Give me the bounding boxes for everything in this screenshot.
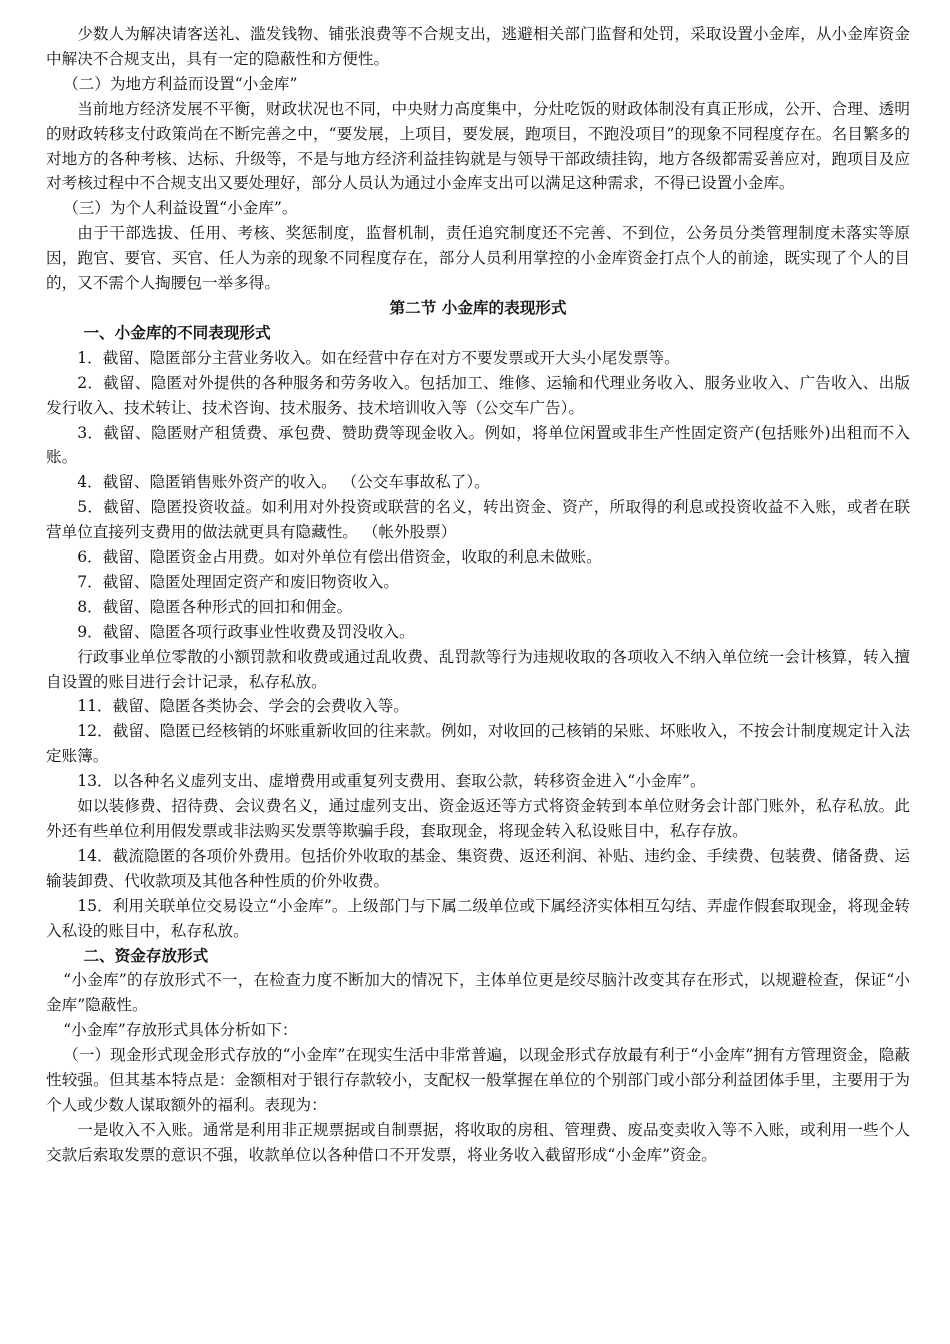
- list-item-11: 11．截留、隐匿各类协会、学会的会费收入等。: [77, 697, 409, 716]
- section-title: 第二节 小金库的表现形式: [389, 298, 567, 317]
- list-item-5: 5．截留、隐匿投资收益。如利用对外投资或联营的名义，转出资金、资产，所取得的利息或投资收益不入账，或者在联营单位直接列支费用的做法就更具有隐藏性。 （帐外股票）: [46, 498, 910, 542]
- list-item-7: 7．截留、隐匿处理固定资产和废旧物资收入。: [77, 572, 399, 591]
- list-item-2: 2．截留、隐匿对外提供的各种服务和劳务收入。包括加工、维修、运输和代理业务收入、服务业收入、广告收入、出版发行收入、技术转让、技术咨询、技术服务、技术培训收入等（公交车广告）。: [46, 373, 910, 417]
- heading-storage-forms: 二、资金存放形式: [83, 946, 209, 965]
- list-item-9: 9．截留、隐匿各项行政事业性收费及罚没收入。: [77, 622, 415, 641]
- paragraph-intro: 少数人为解决请客送礼、滥发钱物、铺张浪费等不合规支出，逃避相关部门监督和处罚，采取设置小金库，从小金库资金中解决不合规支出，具有一定的隐蔽性和方便性。: [46, 25, 910, 68]
- list-item-4: 4．截留、隐匿销售账外资产的收入。 （公交车事故私了）。: [77, 473, 490, 492]
- paragraph-item-9-detail: 行政事业单位零散的小额罚款和收费或通过乱收费、乱罚款等行为违规收取的各项收入不纳入单位统一会计核算，转入擅自设置的账目进行会计记录，私存私放。: [46, 647, 910, 691]
- list-item-13: 13．以各种名义虚列支出、虚增费用或重复列支费用、套取公款，转移资金进入“小金库”。: [77, 772, 706, 791]
- heading-forms: 一、小金库的不同表现形式: [83, 323, 271, 342]
- subheading-local-interest: （二）为地方利益而设置“小金库”: [63, 74, 298, 93]
- list-item-15: 15．利用关联单位交易设立“小金库”。上级部门与下属二级单位或下属经济实体相互勾结、弄虚作假套取现金，将现金转入私设的账目中，私存私放。: [46, 896, 910, 940]
- list-item-3: 3．截留、隐匿财产租赁费、承包费、赞助费等现金收入。例如，将单位闲置或非生产性固定资产(包括账外)出租而不入账。: [46, 423, 910, 467]
- list-item-6: 6．截留、隐匿资金占用费。如对外单位有偿出借资金，收取的利息未做账。: [77, 548, 602, 567]
- paragraph-local-interest: 当前地方经济发展不平衡，财政状况也不同，中央财力高度集中，分灶吃饭的财政体制没有真正形成，公开、合理、透明的财政转移支付政策尚在不断完善之中，“要发展，上项目，要发展，跑项目，不跑没项目”的现象不同程度存在。名目繁多的对地方的各种考核、达标、升级等，不是与地方经济利益挂钩就是与领导干部政绩挂钩，地方各级都需妥善应对，跑项目及应对考核过程中不合规支出又要处理好，部分人员认为通过小金库支出可以满足这种需求，不得已设置小金库。: [46, 99, 910, 193]
- list-item-1: 1．截留、隐匿部分主营业务收入。如在经营中存在对方不要发票或开大头小尾发票等。: [77, 348, 680, 367]
- list-item-14: 14．截流隐匿的各项价外费用。包括价外收取的基金、集资费、返还利润、补贴、违约金、手续费、包装费、储备费、运输装卸费、代收款项及其他各种性质的价外收费。: [46, 846, 910, 890]
- paragraph-storage-analysis: “小金库”存放形式具体分析如下：: [63, 1021, 298, 1040]
- paragraph-income-unrecorded: 一是收入不入账。通常是利用非正规票据或自制票据，将收取的房租、管理费、废品变卖收入等不入账，或利用一些个人交款后索取发票的意识不强，收款单位以各种借口不开发票，将业务收入截留形成“小金库”资金。: [46, 1120, 910, 1164]
- list-item-8: 8．截留、隐匿各种形式的回扣和佣金。: [77, 597, 353, 616]
- paragraph-item-13-detail: 如以装修费、招待费、会议费名义，通过虚列支出、资金返还等方式将资金转到本单位财务会计部门账外，私存私放。此外还有些单位利用假发票或非法购买发票等欺骗手段，套取现金，将现金转入私设账目中，私存存放。: [46, 797, 910, 840]
- list-item-12: 12．截留、隐匿已经核销的坏账重新收回的往来款。例如，对收回的己核销的呆账、坏账收入，不按会计制度规定计入法定账簿。: [46, 722, 910, 766]
- subheading-personal-interest: （三）为个人利益设置“小金库”。: [63, 199, 298, 218]
- paragraph-cash-form: （一）现金形式现金形式存放的“小金库”在现实生活中非常普遍，以现金形式存放最有利于“小金库”拥有方管理资金，隐蔽性较强。但其基本特点是：金额相对于银行存款较小，支配权一般掌握在单位的个别部门或小部分利益团体手里，主要用于为个人或少数人谋取额外的福利。表现为：: [46, 1046, 910, 1114]
- paragraph-personal-interest: 由于干部选拔、任用、考核、奖惩制度，监督机制，责任追究制度还不完善、不到位，公务员分类管理制度未落实等原因，跑官、要官、买官、任人为亲的现象不同程度存在，部分人员利用掌控的小金库资金打点个人的前途，既实现了个人的目的，又不需个人掏腰包一举多得。: [46, 224, 910, 293]
- paragraph-storage-intro: “小金库”的存放形式不一，在检查力度不断加大的情况下，主体单位更是绞尽脑汁改变其存在形式，以规避检查，保证“小金库”隐蔽性。: [46, 971, 910, 1015]
